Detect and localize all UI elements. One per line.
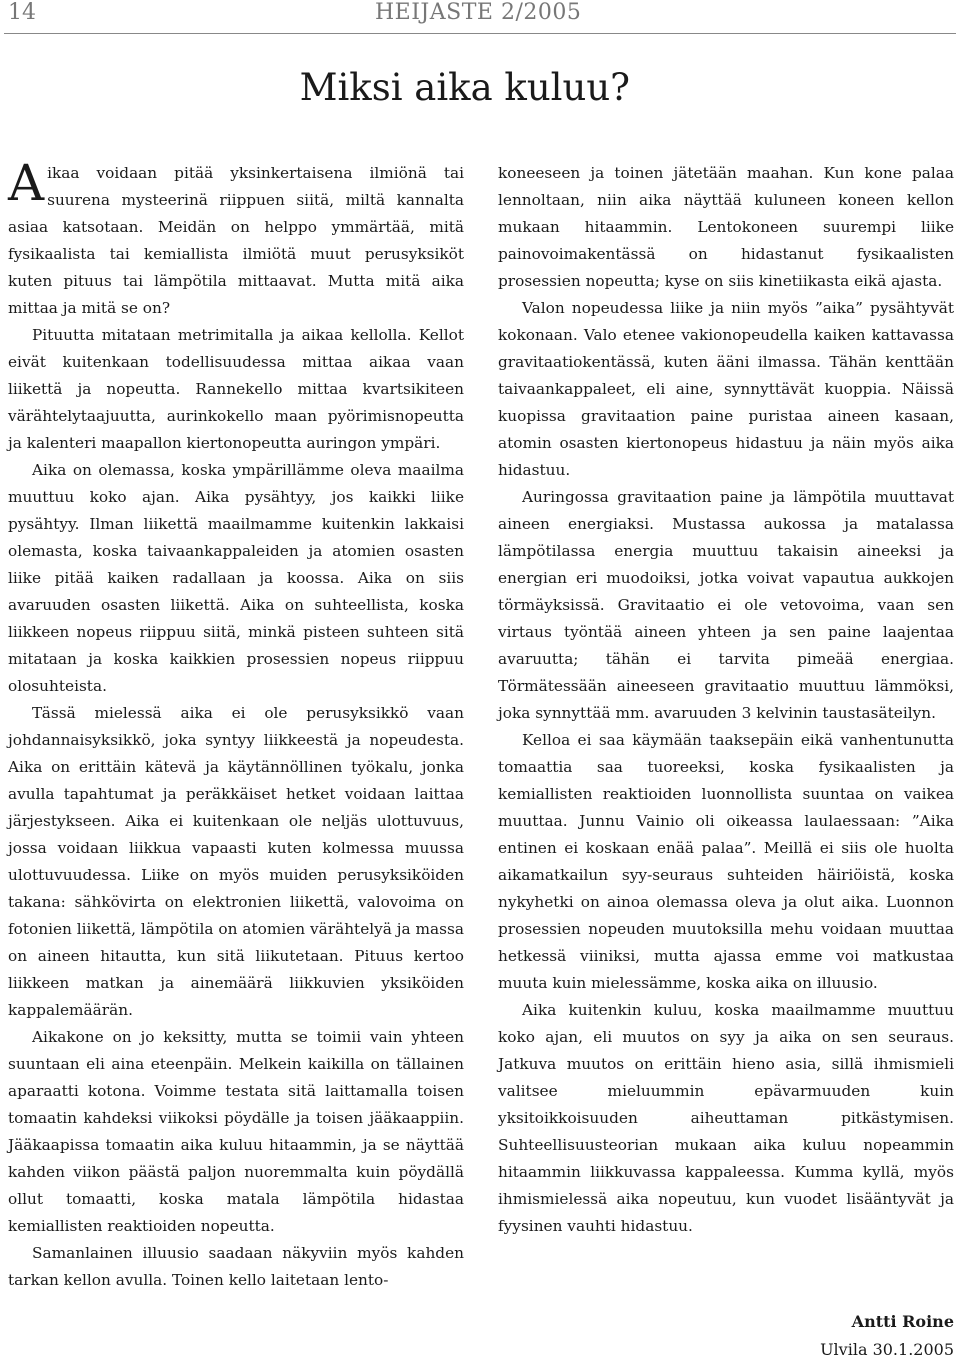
- place-date: Ulvila 30.1.2005: [820, 1340, 954, 1359]
- author-name: Antti Roine: [851, 1312, 954, 1331]
- page-header: [0, 0, 960, 34]
- paragraph-7: Valon nopeudessa liike ja niin myös ”aika” pysähtyvät kokonaan. Valo etenee vakionopeudella kaiken kattavassa gravitaatiokentässä, kuten ääni ilmassa. Tähän kenttään taivaankappaleet, eli aine, synnyttävät kuoppia. Näissä kuopissa gravitaation paine puristaa aineen kasaan, atomin osasten kiertonopeus hidastuu ja näin myös aika hidastuu.: [498, 299, 954, 479]
- paragraph-continued: koneeseen ja toinen jätetään maahan. Kun kone palaa lennoltaan, niin aika näyttää kuluneen koneen kellon mukaan hitaammin. Lentokoneen suurempi liike painovoimakentässä on hidastanut fysikaalisten prosessien nopeutta; kyse on siis kinetiikasta eikä ajasta.: [498, 164, 954, 290]
- header-rule: [4, 33, 956, 34]
- paragraph-1-text: ikaa voidaan pitää yksinkertaisena ilmiönä tai suurena mysteerinä riippuen siitä, miltä kannalta asiaa katsotaan. Meidän on helppo ymmärtää, mitä fysikaalista tai kemiallista ilmiötä muut perusyksiköt kuten pituus tai lämpötila mittaavat. Mutta mitä aika mittaa ja mitä se on?: [8, 164, 464, 317]
- publication-issue: HEIJASTE 2/2005: [375, 0, 582, 25]
- paragraph-4: Tässä mielessä aika ei ole perusyksikkö vaan johdannaisyksikkö, joka syntyy liikkeestä ja nopeudesta. Aika on erittäin kätevä ja käytännöllinen työkalu, jonka avulla tapahtumat ja peräkkäiset hetket voidaan laittaa järjestykseen. Aika ei kuitenkaan ole neljäs ulottuvuus, jossa voidaan liikkua vapaasti kuten kolmessa muussa ulottuvuudessa. Liike on myös muiden perusyksiköiden takana: sähkövirta on elektronien liikettä, valovoima on fotonien liikettä, lämpötila on atomien värähtelyä ja massa on aineen hitautta, kun sitä liikutetaan. Pituus kertoo liikkeen matkan ja ainemäärä liikkuvien yksiköiden kappalemäärän.: [8, 704, 464, 1019]
- paragraph-5: Aikakone on jo keksitty, mutta se toimii vain yhteen suuntaan eli aina eteenpäin. Melkein kaikilla on tällainen aparaatti kotona. Voimme testata sitä laittamalla toisen tomaatin kahdeksi viikoksi pöydälle ja toisen jääkaappiin. Jääkaapissa tomaatin aika kuluu hitaammin, ja se näyttää kahden viikon päästä paljon nuoremmalta kuin pöydällä ollut tomaatti, koska matala lämpötila hidastaa kemiallisten reaktioiden nopeutta.: [8, 1028, 464, 1235]
- right-column: [498, 160, 954, 1240]
- paragraph-3: Aika on olemassa, koska ympärillämme oleva maailma muuttuu koko ajan. Aika pysähtyy, jos kaikki liike pysähtyy. Ilman liikettä maailmamme kuitenkin lakkaisi olemasta, koska taivaankappaleiden ja atomien osasten liike pitää kaiken radallaan ja koossa. Aika on siis avaruuden osasten liikettä. Aika on suhteellista, koska liikkeen nopeus riippuu siitä, minkä pisteen suhteen sitä mitataan ja koska kaikkien prosessien nopeus riippuu olosuhteista.: [8, 461, 464, 695]
- page-number: 14: [8, 0, 36, 25]
- paragraph-1: [8, 154, 464, 322]
- drop-cap: A: [8, 154, 45, 212]
- paragraph-6: Samanlainen illuusio saadaan näkyviin myös kahden tarkan kellon avulla. Toinen kello laitetaan lento-: [8, 1244, 464, 1289]
- left-column: [8, 154, 464, 1294]
- paragraph-2: Pituutta mitataan metrimitalla ja aikaa kellolla. Kellot eivät kuitenkaan todellisuudessa mittaa aikaa vaan liikettä ja nopeutta. Rannekello mittaa kvartsikiteen värähtelytaajuutta, aurinkokello maan pyörimisnopeutta ja kalenteri maapallon kiertonopeutta auringon ympäri.: [8, 326, 464, 452]
- paragraph-10: Aika kuitenkin kuluu, koska maailmamme muuttuu koko ajan, eli muutos on syy ja aika on sen seuraus. Jatkuva muutos on erittäin hieno asia, sillä ihmismieli valitsee mieluummin epävarmuuden kuin yksitoikkoisuuden aiheuttaman pitkästymisen. Suhteellisuusteorian mukaan aika kuluu nopeammin hitaammin liikkuvassa kappaleessa. Kumma kyllä, myös ihmismielessä aika nopeutuu, kun vuodet lisääntyvät ja fyysinen vauhti hidastuu.: [498, 1001, 954, 1235]
- paragraph-8: Auringossa gravitaation paine ja lämpötila muuttavat aineen energiaksi. Mustassa aukossa ja matalassa lämpötilassa energia muuttuu takaisin aineeksi ja energian eri muodoiksi, jotka voivat vapautua aukkojen törmäyksissä. Gravitaatio ei ole vetovoima, vaan sen virtaus työntää aineen yhteen ja sen paine laajentaa avaruutta; tähän ei tarvita pimeää energiaa. Törmätessään aineeseen gravitaatio muuttuu lämmöksi, joka synnyttää mm. avaruuden 3 kelvinin taustasäteilyn.: [498, 488, 954, 722]
- article-title: Miksi aika kuluu?: [299, 66, 630, 109]
- paragraph-9: Kelloa ei saa käymään taaksepäin eikä vanhentunutta tomaattia saa tuoreeksi, koska fysikaalisten ja kemiallisten reaktioiden luonnollista suuntaa on vaikea muuttaa. Junnu Vainio oli oikeassa laulaessaan: ”Aika entinen ei koskaan enää palaa”. Meillä ei siis ole huolta aikamatkailun syy-seuraus suhteiden häiriöistä, koska nykyhetki on ainoa olemassa oleva ja olut aika. Luonnon prosessien nopeuden muutoksilla mehu voidaan muuttaa hetkessä viiniksi, mutta ajassa emme voi matkustaa muuta kuin mielessämme, koska aika on illuusio.: [498, 731, 954, 992]
